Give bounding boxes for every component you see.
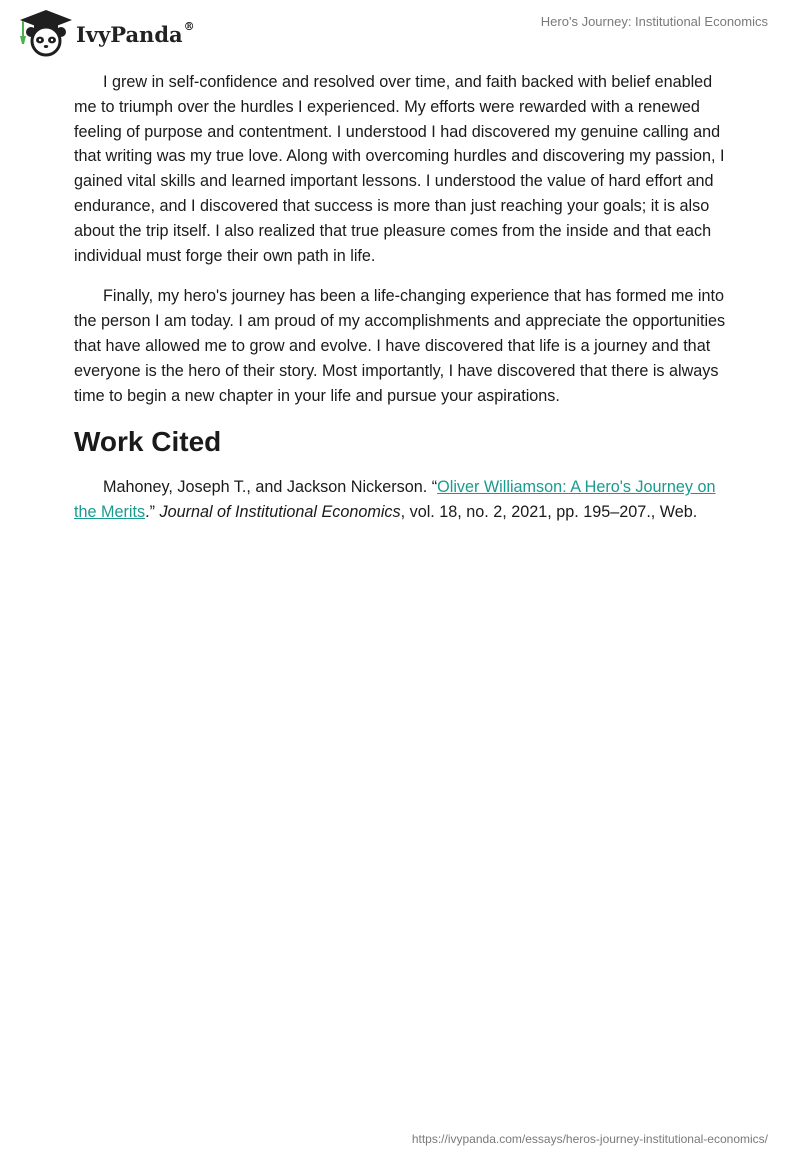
citation-link[interactable]: Oliver Williamson: A Hero's Journey on the Merits [74,478,716,522]
panda-graduation-cap-icon [14,8,78,58]
source-url[interactable]: https://ivypanda.com/essays/heros-journey-institutional-economics/ [411,1132,768,1146]
ivypanda-logo[interactable] [14,8,195,58]
works-cited-heading: Work Cited [74,426,222,458]
page-header [0,0,800,62]
citation-entry [74,475,726,525]
registered-mark: ® [183,19,195,33]
citation-journal: Journal of Institutional Economics [159,503,401,522]
body-paragraph: I grew in self-confidence and resolved over time, and faith backed with belief enabled me to triumph over the hurdles I experienced. My efforts were rewarded with a renewed feeling of purpose and contentment. I understood I had discovered my genuine calling and that writing was my true love. Along with overcoming hurdles and discovering my passion, I gained vital skills and learned important lessons. I understood the value of hard effort and endurance, and I discovered that success is more than just reaching your goals; it is also about the trip itself. I also realized that true pleasure comes from the inside and that each individual must forge their own path in life. [74,73,725,265]
citation-after-link: .” [145,503,160,522]
citation-authors: Mahoney, Joseph T., and Jackson Nickerson. “ [103,478,438,497]
essay-content [74,70,726,525]
logo-text: IvyPanda® [76,19,195,47]
document-title: Hero's Journey: Institutional Economics [540,14,768,29]
citation-details: , vol. 18, no. 2, 2021, pp. 195–207., Web. [400,503,698,522]
body-paragraph: Finally, my hero's journey has been a life-changing experience that has formed me into the person I am today. I am proud of my accomplishments and appreciate the opportunities that have allowed me to grow and evolve. I have discovered that life is a journey and that everyone is the hero of their story. Most importantly, I have discovered that there is always time to begin a new chapter in your life and pursue your aspirations. [74,287,726,405]
